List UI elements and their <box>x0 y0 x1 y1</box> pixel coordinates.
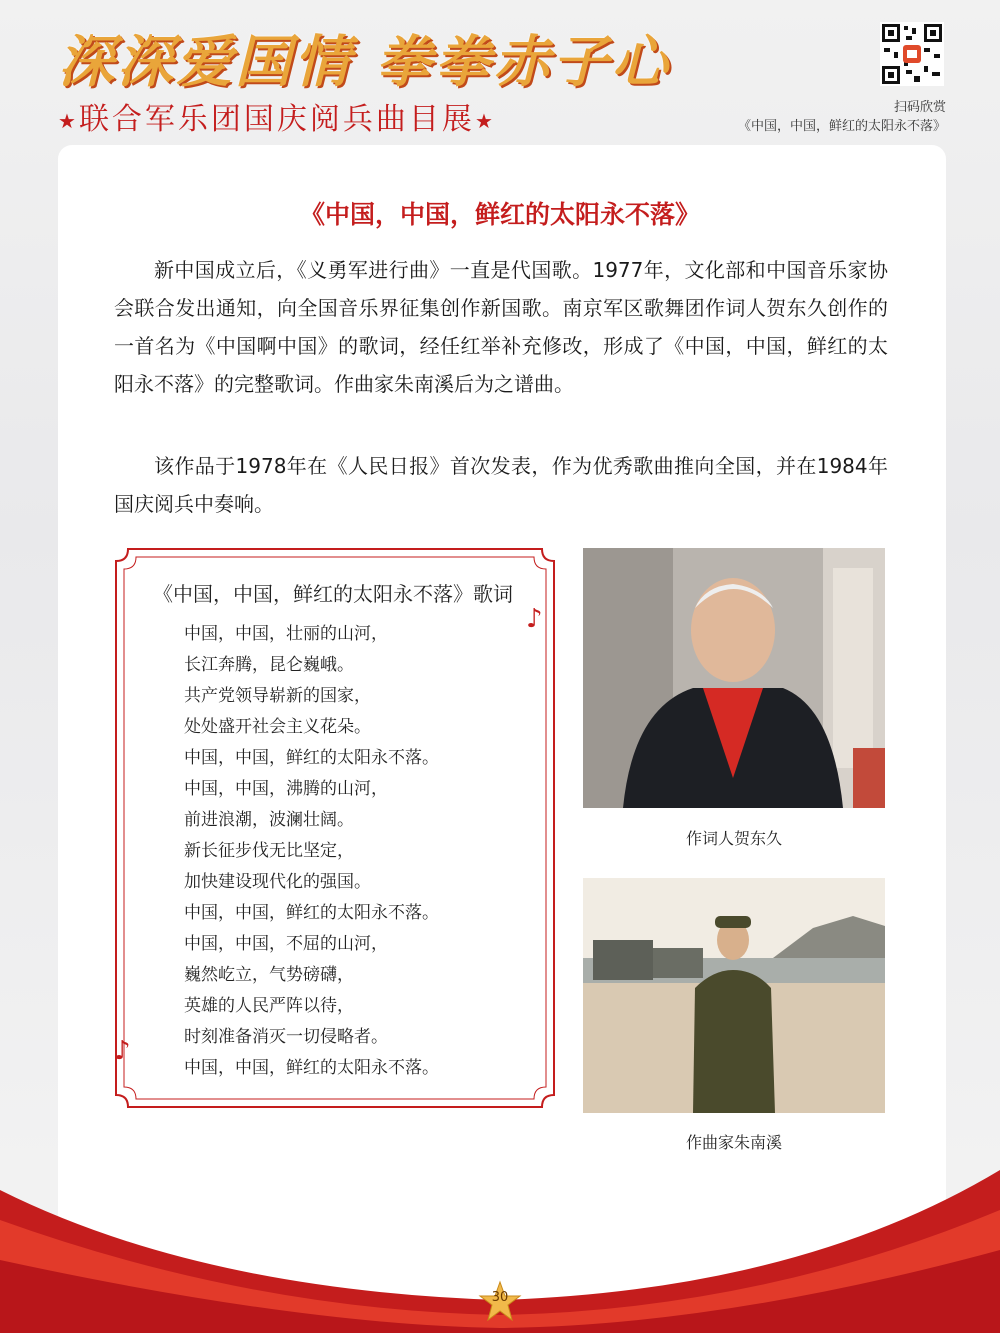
photo-caption: 作曲家朱南溪 <box>685 1133 782 1152</box>
lyrics-title: 《中国，中国，鲜红的太阳永不落》歌词 <box>153 582 513 606</box>
lyric-line: 中国，中国，沸腾的山河， <box>184 779 388 799</box>
qr-code[interactable] <box>880 22 944 86</box>
music-note-icon: ♪ <box>526 604 543 634</box>
lyric-line: 处处盛开社会主义花朵。 <box>184 717 371 737</box>
photo-composer <box>583 878 885 1113</box>
photo-caption: 作词人贺东久 <box>685 829 782 848</box>
subtitle-text: 联合军乐团国庆阅兵曲目展 <box>78 102 475 137</box>
lyric-line: 前进浪潮，波澜壮阔。 <box>184 810 354 830</box>
lyrics-list <box>184 619 439 1084</box>
star-icon: ★ <box>58 109 79 133</box>
lyric-line: 长江奔腾，昆仑巍峨。 <box>184 655 354 675</box>
lyric-line: 英雄的人民严阵以待， <box>184 996 354 1016</box>
lyric-line: 加快建设现代化的强国。 <box>184 872 371 892</box>
lyric-line: 时刻准备消灭一切侵略者。 <box>184 1027 388 1047</box>
music-note-icon: ♪ <box>114 1036 131 1066</box>
qr-caption-song: 《中国，中国，鲜红的太阳永不落》 <box>737 119 946 134</box>
qr-caption: 扫码欣赏 <box>893 100 946 115</box>
article-title: 《中国，中国，鲜红的太阳永不落》 <box>299 200 700 229</box>
lyric-line: 中国，中国，鲜红的太阳永不落。 <box>184 1058 439 1078</box>
lyric-line: 中国，中国，壮丽的山河， <box>184 624 388 644</box>
article-paragraph: 该作品于1978年在《人民日报》首次发表，作为优秀歌曲推向全国，并在1984年国庆阅兵中奏响。 <box>114 454 888 516</box>
lyric-line: 巍然屹立，气势磅礴， <box>184 965 354 985</box>
header-subtitle <box>58 94 496 138</box>
page-number: 30 <box>491 1290 509 1305</box>
article-paragraph: 新中国成立后，《义勇军进行曲》一直是代国歌。1977年，文化部和中国音乐家协会联合发出通知，向全国音乐界征集创作新国歌。南京军区歌舞团作词人贺东久创作的一首名为《中国啊中国》的歌词，经任红举补充修改，形成了《中国，中国，鲜红的太阳永不落》的完整歌词。作曲家朱南溪后为之谱曲。 <box>114 258 888 396</box>
qr-code-icon <box>880 22 944 86</box>
lyric-line: 中国，中国，不屈的山河， <box>184 934 388 954</box>
header-title: 深深爱国情 拳拳赤子心 <box>58 30 671 95</box>
photo-lyricist <box>583 548 885 808</box>
lyric-line: 共产党领导崭新的国家， <box>184 686 371 706</box>
lyric-line: 中国，中国，鲜红的太阳永不落。 <box>184 748 439 768</box>
lyric-line: 新长征步伐无比坚定， <box>184 841 354 861</box>
lyric-line: 中国，中国，鲜红的太阳永不落。 <box>184 903 439 923</box>
star-icon: ★ <box>474 109 496 133</box>
